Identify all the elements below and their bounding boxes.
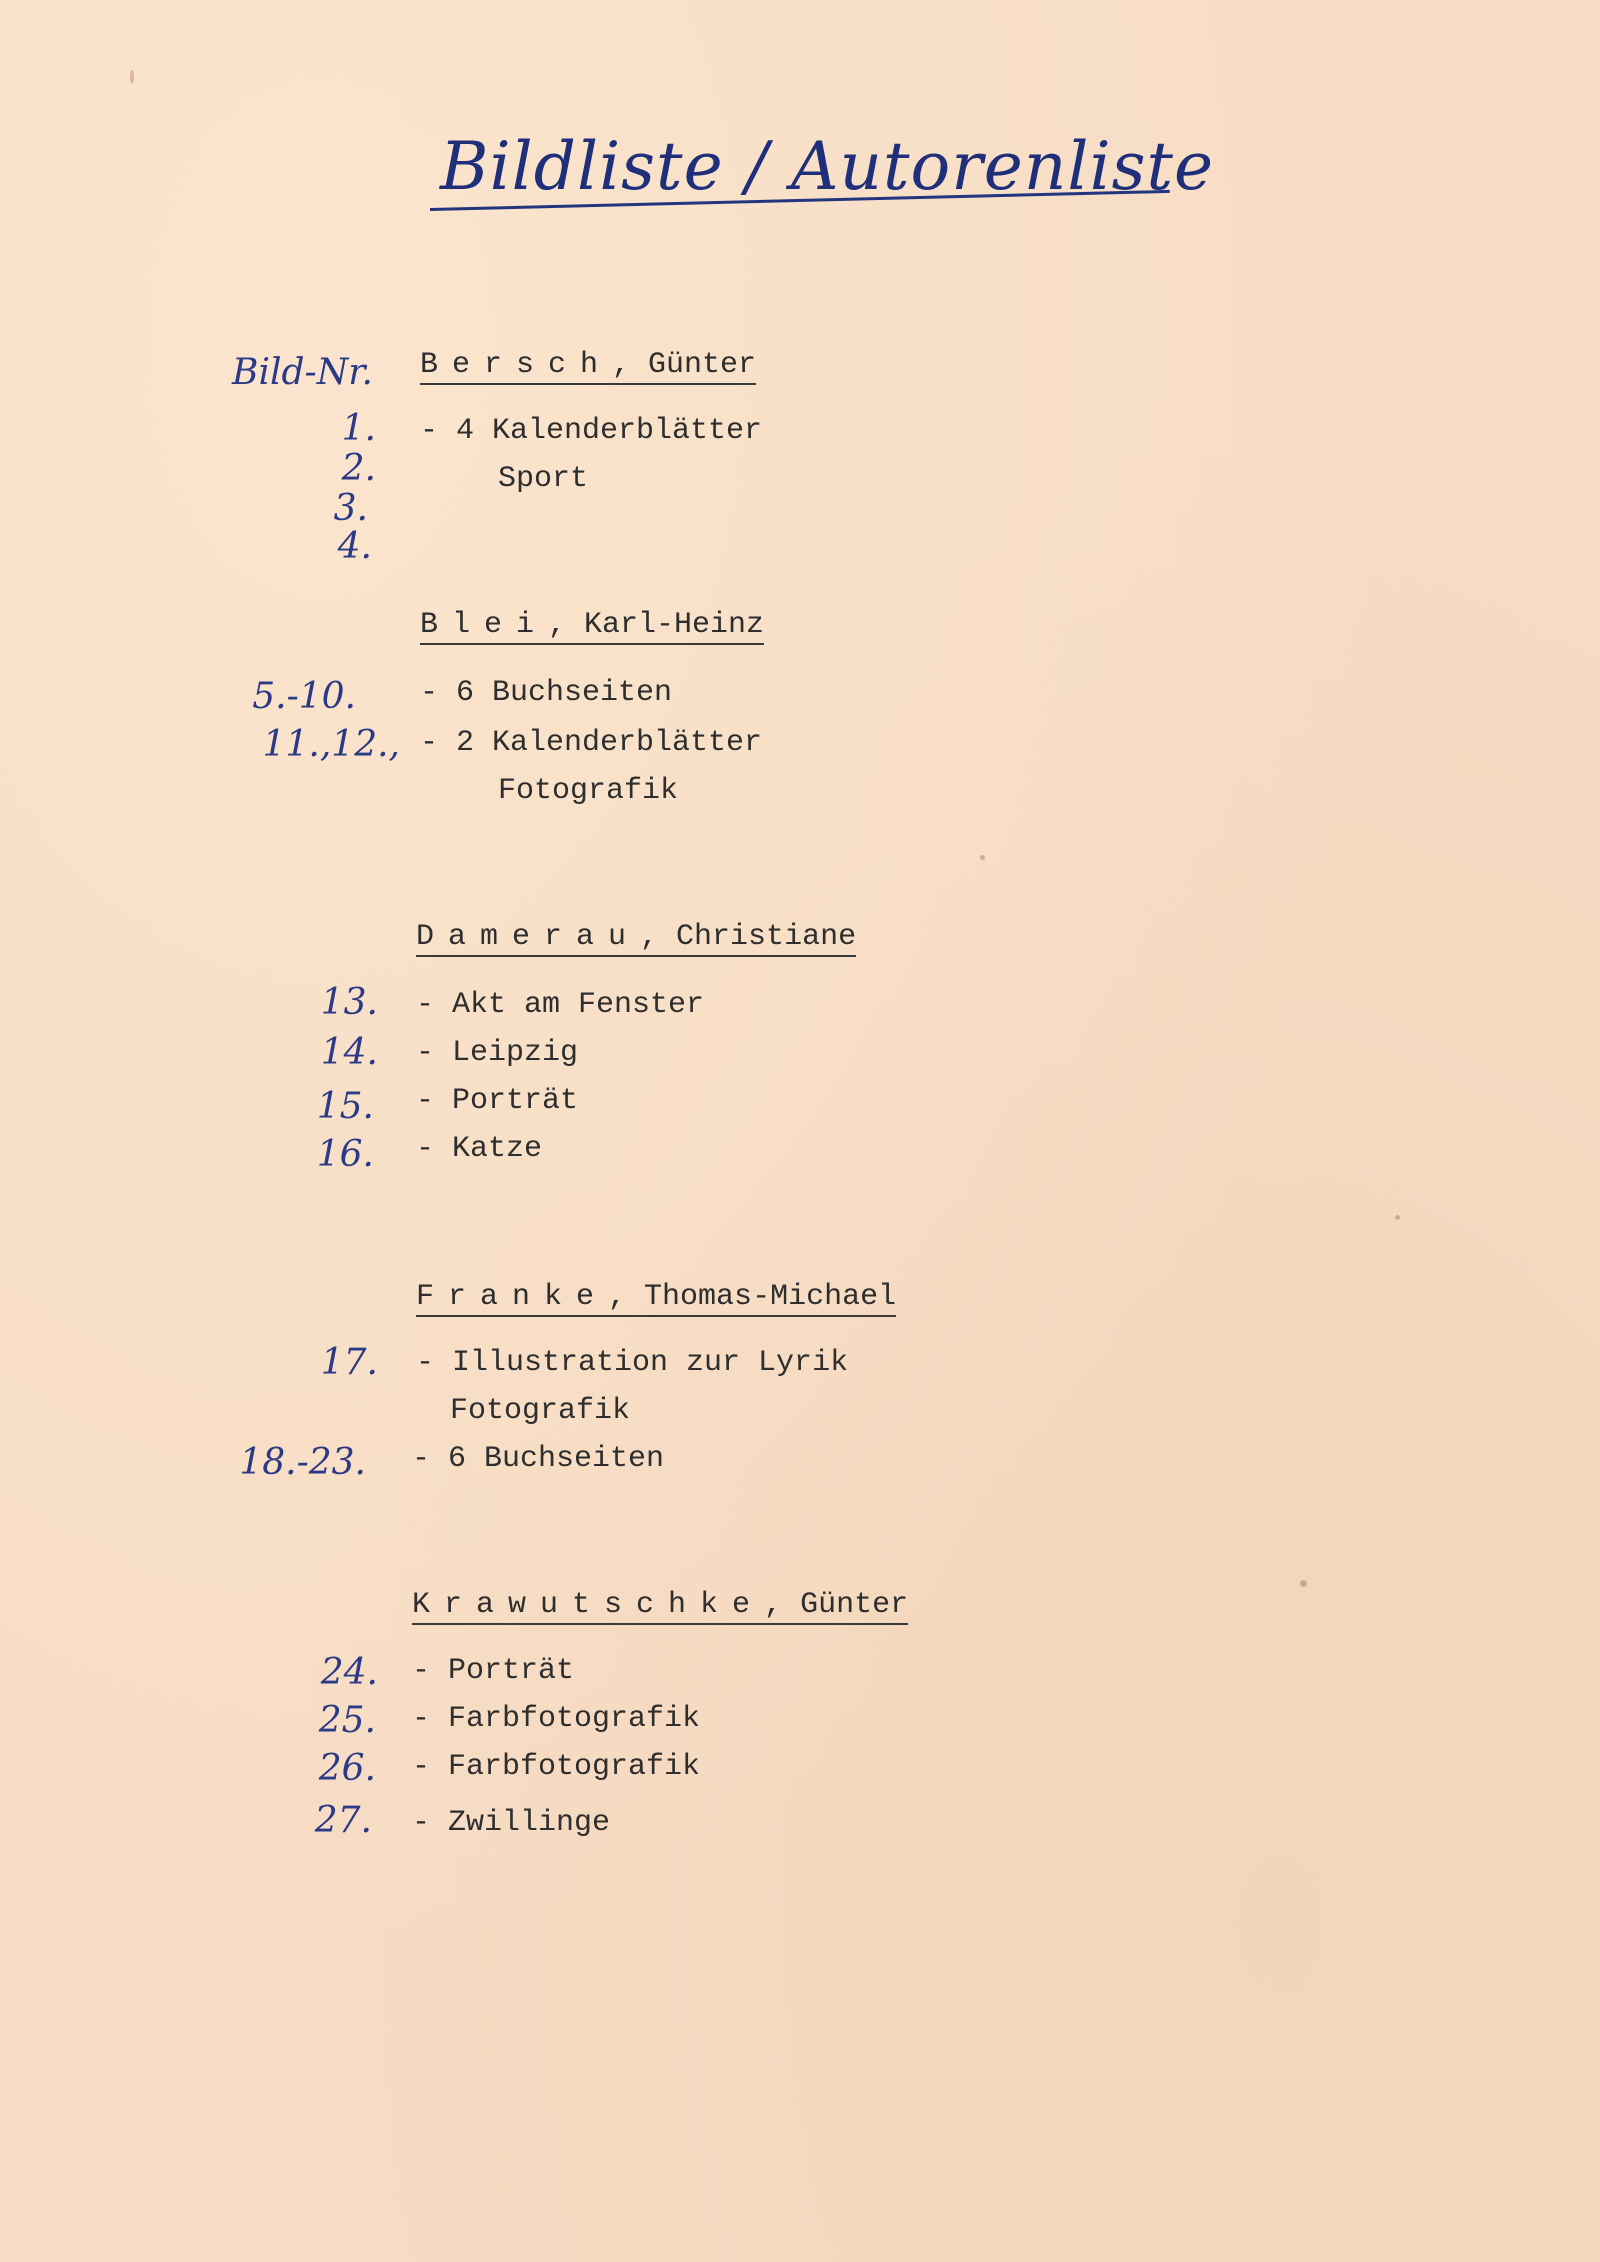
picture-number: 3. xyxy=(333,488,368,529)
picture-number: 27. xyxy=(314,1800,372,1841)
section-heading-franke: Franke, Thomas-Michael xyxy=(416,1280,896,1317)
picture-number: 1. xyxy=(341,408,376,449)
picture-number: 16. xyxy=(316,1134,374,1175)
section-heading-blei: Blei, Karl-Heinz xyxy=(420,608,764,645)
picture-number: 4. xyxy=(337,526,372,567)
entry-line: - Zwillinge xyxy=(412,1806,611,1840)
entry-line: - Illustration zur Lyrik xyxy=(416,1346,849,1380)
paper-fleck xyxy=(1395,1215,1400,1220)
picture-number: 2. xyxy=(341,448,376,489)
section-heading-bersch: Bersch, Günter xyxy=(420,348,756,385)
author-surname: Damerau xyxy=(416,920,641,954)
author-surname: Blei xyxy=(420,608,549,642)
section-heading-damerau: Damerau, Christiane xyxy=(416,920,856,957)
author-given-name: Günter xyxy=(648,348,757,382)
paper-fleck xyxy=(1300,1580,1307,1587)
entry-line: Fotografik xyxy=(498,774,679,808)
picture-number: 5.-10. xyxy=(252,676,356,717)
entry-line: - 4 Kalenderblätter xyxy=(420,414,763,448)
entry-line: - Farbfotografik xyxy=(412,1702,701,1736)
section-heading-krawutschke: Krawutschke, Günter xyxy=(412,1588,908,1625)
entry-line: - 6 Buchseiten xyxy=(420,676,673,710)
author-surname: Krawutschke xyxy=(412,1588,765,1622)
entry-line: - Leipzig xyxy=(416,1036,579,1070)
document-title: Bildliste / Autorenliste xyxy=(440,128,1215,205)
picture-number: 14. xyxy=(320,1032,378,1073)
picture-number: 11.,12., xyxy=(262,724,400,765)
author-given-name: Christiane xyxy=(676,920,857,954)
entry-line: - 2 Kalenderblätter xyxy=(420,726,763,760)
author-given-name: Karl-Heinz xyxy=(584,608,765,642)
entry-line: - Katze xyxy=(416,1132,543,1166)
picture-number: 25. xyxy=(318,1700,376,1741)
picture-number: 13. xyxy=(320,982,378,1023)
column-label-bild-nr: Bild-Nr. xyxy=(232,352,373,393)
entry-line: - Porträt xyxy=(416,1084,579,1118)
picture-number: 26. xyxy=(318,1748,376,1789)
entry-line: - 6 Buchseiten xyxy=(412,1442,665,1476)
author-surname: Bersch xyxy=(420,348,613,382)
picture-number: 17. xyxy=(320,1342,378,1383)
author-surname: Franke xyxy=(416,1280,609,1314)
author-given-name: Thomas-Michael xyxy=(644,1280,897,1314)
picture-number: 24. xyxy=(320,1652,378,1693)
entry-line: - Farbfotografik xyxy=(412,1750,701,1784)
author-given-name: Günter xyxy=(800,1588,909,1622)
paper-fleck xyxy=(130,70,134,84)
entry-line: Fotografik xyxy=(450,1394,631,1428)
entry-line: - Akt am Fenster xyxy=(416,988,705,1022)
picture-number: 15. xyxy=(316,1086,374,1127)
picture-number: 18.-23. xyxy=(239,1442,366,1483)
paper-fleck xyxy=(980,855,985,860)
entry-line: Sport xyxy=(498,462,589,496)
entry-line: - Porträt xyxy=(412,1654,575,1688)
